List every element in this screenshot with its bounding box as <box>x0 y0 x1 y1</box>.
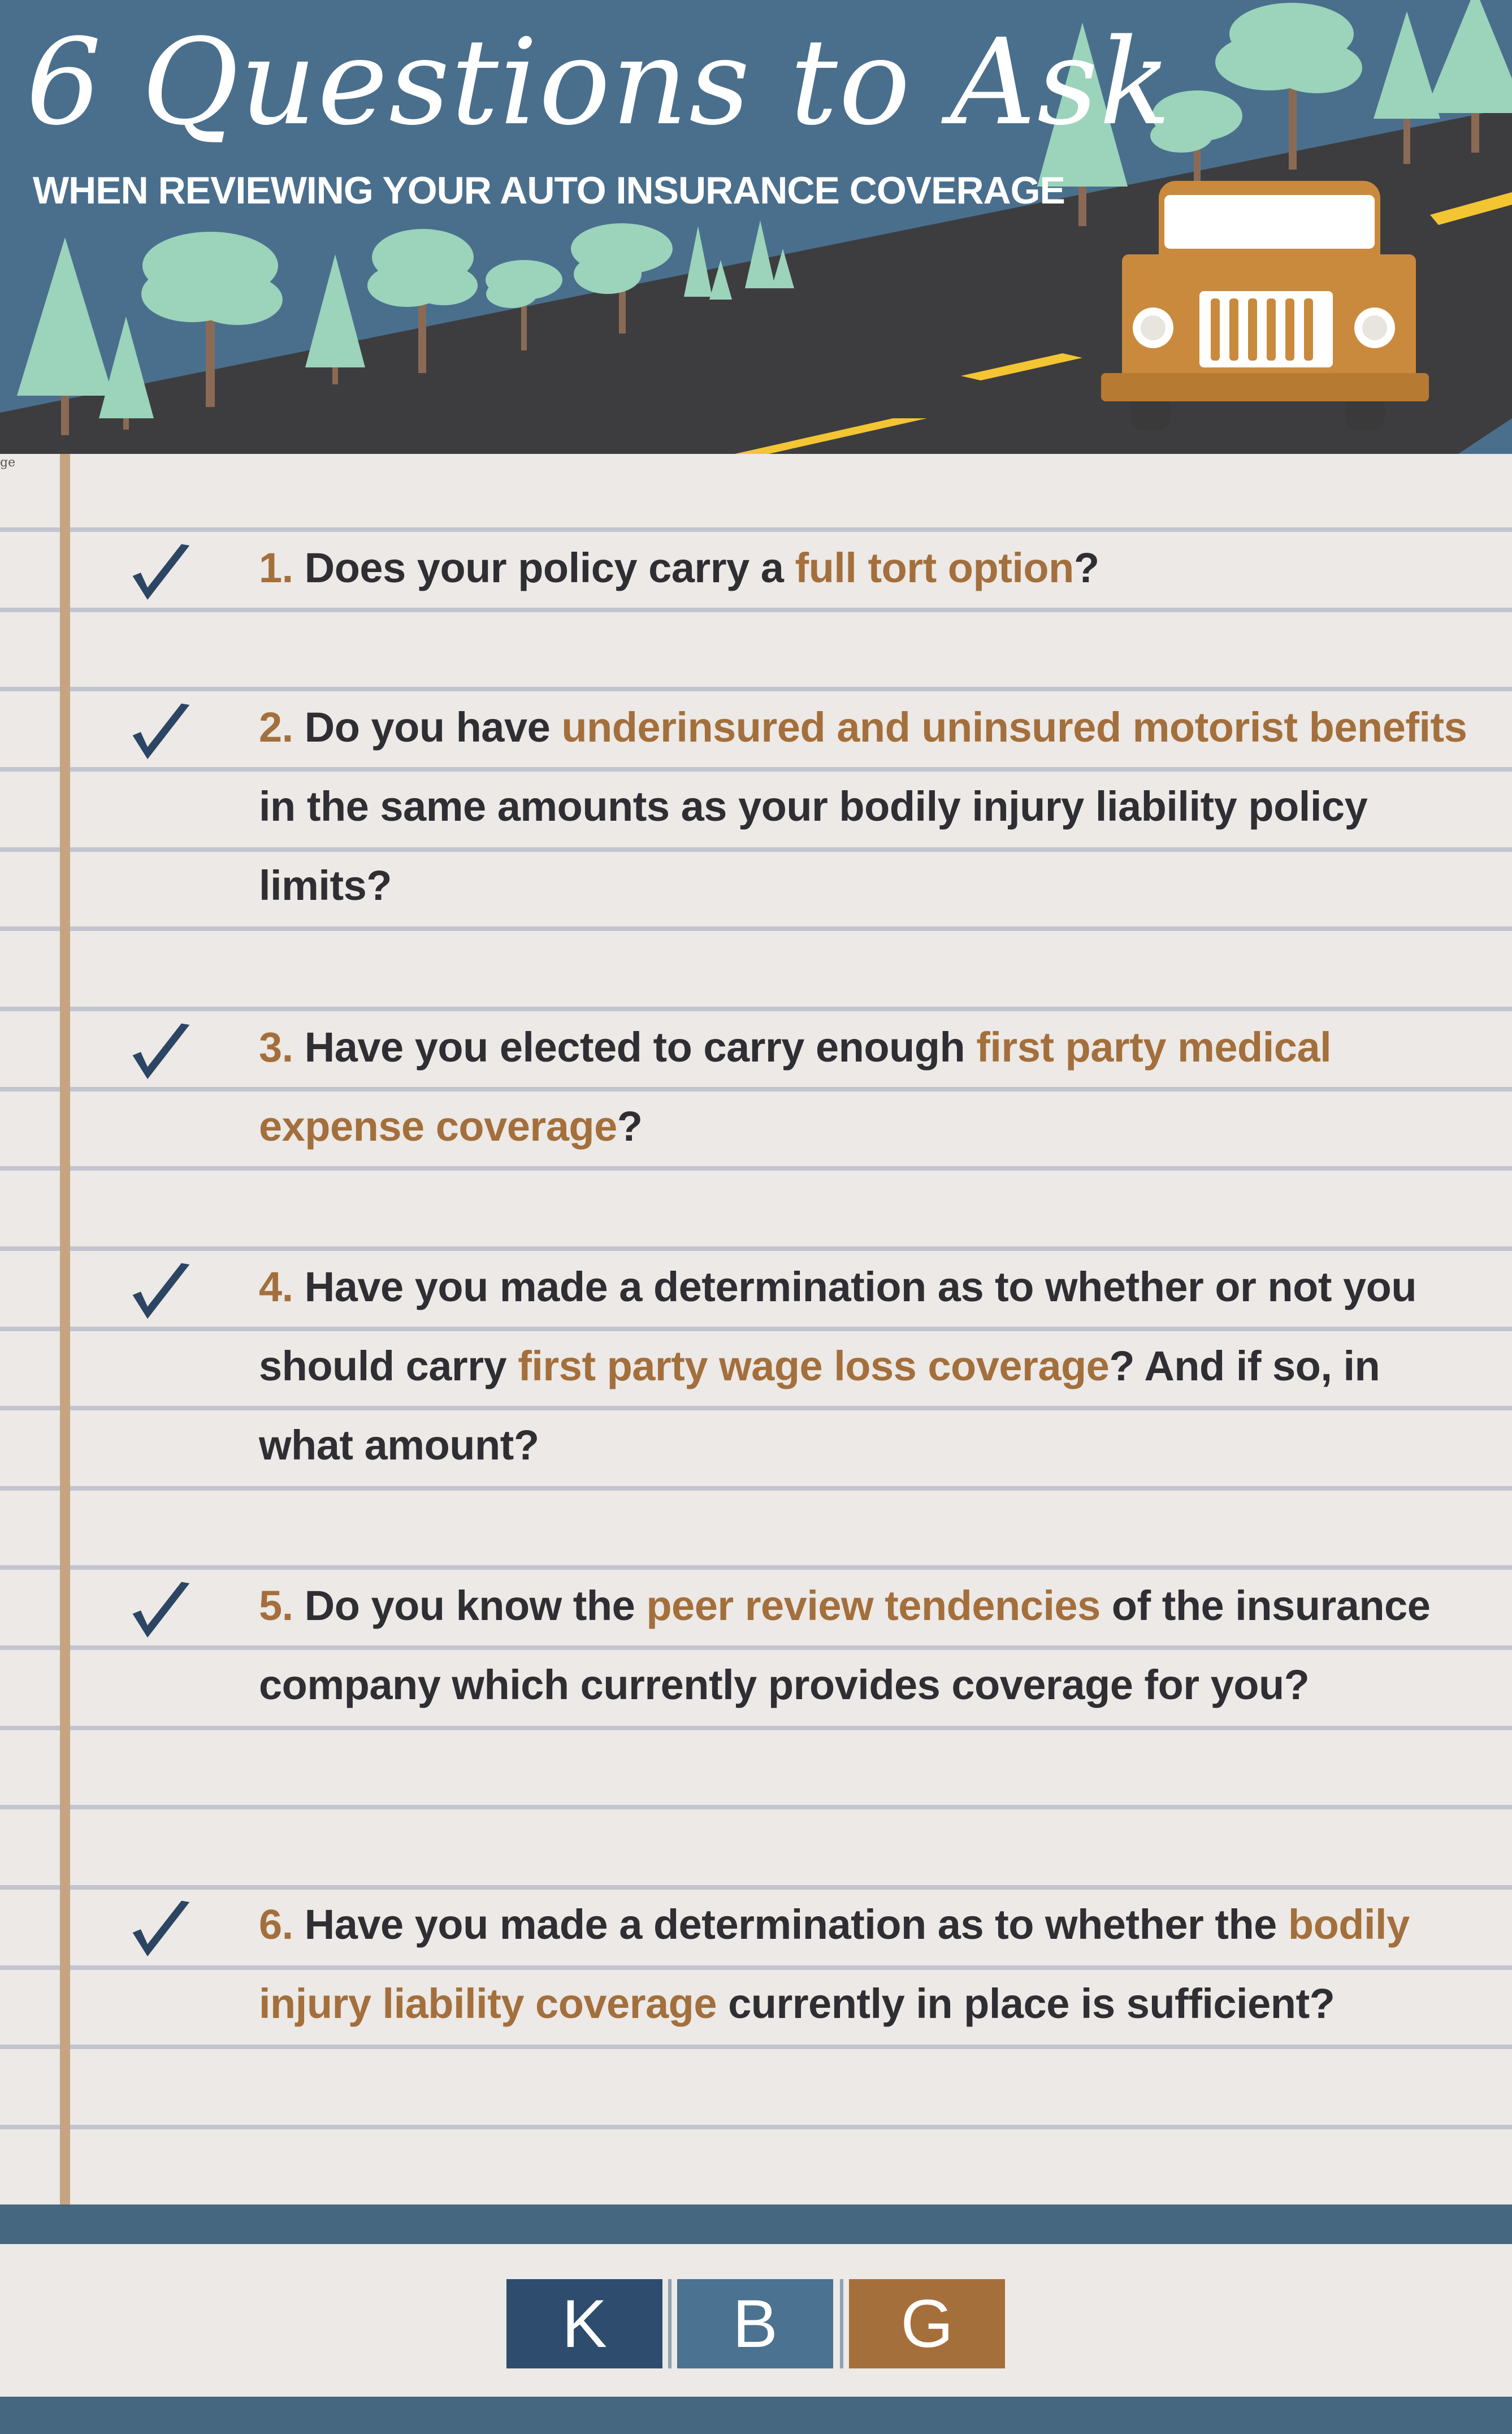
question-number: 4. <box>259 1263 293 1310</box>
question-text <box>259 1885 1474 2043</box>
footer-band-top <box>0 2205 1512 2244</box>
check-icon <box>127 1018 195 1086</box>
check-icon <box>127 1258 195 1326</box>
question-text <box>259 1566 1474 1725</box>
question-text-segment: ? <box>1073 544 1099 591</box>
question-number: 6. <box>259 1901 293 1948</box>
margin-line <box>60 454 70 2205</box>
ruled-line <box>0 926 1512 931</box>
check-icon <box>127 1577 195 1644</box>
highlighted-term: bodily injury liability coverage <box>259 1901 1410 2027</box>
logo-divider <box>840 2279 843 2368</box>
question-text-segment: Does your policy carry a <box>293 544 795 591</box>
question-number: 3. <box>259 1024 293 1071</box>
question-text-segment: ? And if so, in what amount? <box>259 1342 1380 1469</box>
highlighted-term: peer review tendencies <box>646 1582 1101 1629</box>
footer <box>0 2244 1512 2397</box>
check-icon <box>127 698 195 766</box>
question-text-segment: Do you know the <box>293 1582 647 1629</box>
ruled-line <box>0 608 1512 612</box>
check-icon <box>127 539 195 607</box>
highlighted-term: first party wage loss coverage <box>518 1342 1110 1389</box>
question-number: 1. <box>259 544 293 591</box>
question-number: 2. <box>259 704 293 751</box>
question-text-segment: ? <box>617 1103 643 1150</box>
ruled-line <box>0 1805 1512 1809</box>
question-text <box>259 688 1474 925</box>
question-number: 5. <box>259 1582 293 1629</box>
question-text-segment: in the same amounts as your bodily injury liability policy limits? <box>259 783 1368 909</box>
question-text <box>259 1008 1474 1166</box>
stray-text: ge <box>0 456 16 470</box>
question-text-segment: Have you made a determination as to whether or not you should carry <box>259 1263 1417 1389</box>
question-text-segment: of the insurance company which currently provides coverage for you? <box>259 1582 1431 1708</box>
highlighted-term: underinsured and uninsured motorist benefits <box>561 704 1467 751</box>
logo-letter-k: K <box>506 2279 662 2368</box>
highlighted-term: first party medical expense coverage <box>259 1024 1332 1150</box>
logo-letter-g: G <box>849 2279 1005 2368</box>
ruled-line <box>0 1486 1512 1491</box>
question-text-segment: Have you made a determination as to whether the <box>293 1901 1288 1948</box>
footer-band-bottom <box>0 2397 1512 2434</box>
ruled-line <box>0 2125 1512 2129</box>
page-subtitle: WHEN REVIEWING YOUR AUTO INSURANCE COVERAGE <box>33 169 1065 212</box>
highlighted-term: full tort option <box>795 544 1074 591</box>
question-text-segment: Do you have <box>293 704 562 751</box>
ruled-line <box>0 1166 1512 1171</box>
question-text <box>259 529 1474 608</box>
question-text-segment: Have you elected to carry enough <box>293 1024 977 1071</box>
question-text <box>259 1248 1474 1485</box>
ruled-line <box>0 2045 1512 2049</box>
check-icon <box>127 1895 195 1963</box>
logo-letter-b: B <box>677 2279 833 2368</box>
logo-divider <box>668 2279 671 2368</box>
ruled-line <box>0 1726 1512 1730</box>
header-banner <box>0 0 1512 454</box>
question-text-segment: currently in place is sufficient? <box>717 1980 1335 2027</box>
notebook-page <box>0 454 1512 2205</box>
page-title: 6 Questions to Ask <box>26 13 1172 151</box>
